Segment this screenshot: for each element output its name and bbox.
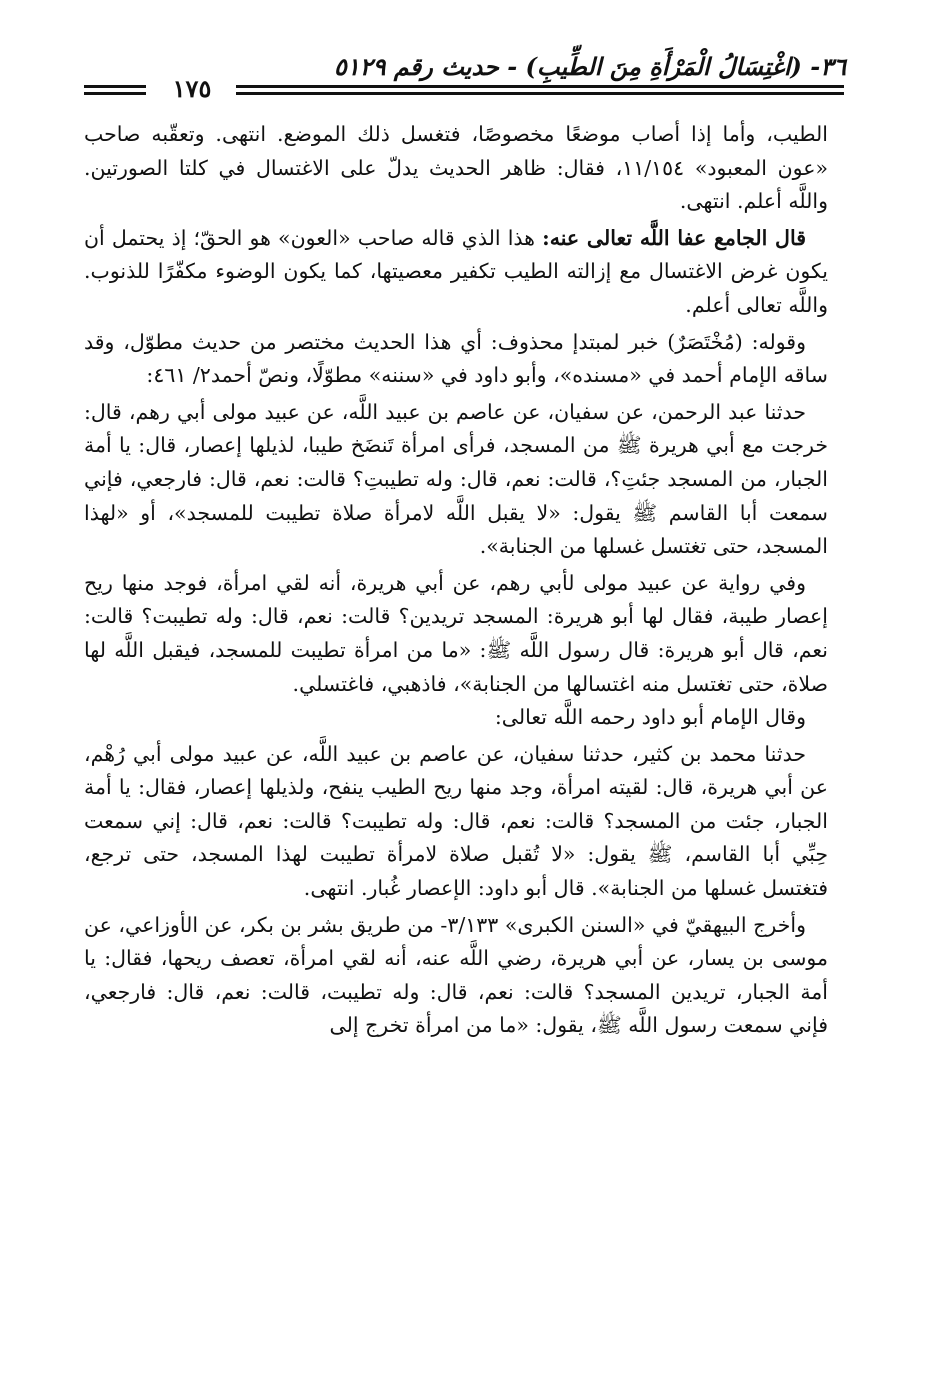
paragraph-text: وأخرج البيهقيّ في «السنن الكبرى» ٣/١٣٣- من طريق بشر بن بكر، عن الأوزاعي، عن موسى بن يسار، عن أبي هريرة، رضي اللَّه عنه، أنه لقي امرأة، تعصف ريحها، فقال: يا أمة الجبار، تريدين المسجد؟ قالت: نعم، قال: وله تطيبت، قالت: نعم، قال: فارجعي، فإني سمعت رسول اللَّه ﷺ، يقول: «ما من امرأة تخرج إلى [84,912,828,1038]
body-text [84,118,828,1043]
paragraph-text: هذا الذي قاله صاحب «العون» هو الحقّ؛ إذ يحتمل أن يكون غرض الاغتسال مع إزالته الطيب تكفير معصيتها، كما يكون الوضوء مكفّرًا للذنوب. واللَّه تعالى أعلم. [84,225,828,317]
paragraph [84,222,828,323]
header-rule [236,85,844,88]
paragraph [84,326,828,393]
paragraph [84,738,828,906]
running-header-title: ٣٦- (اغْتِسَالُ الْمَرْأَةِ مِنَ الطِّيبِ) - حديث رقم ٥١٢٩ [333,52,846,81]
paragraph-text: الطيب، وأما إذا أصاب موضعًا مخصوصًا، فتغسل ذلك الموضع. انتهى. وتعقّبه صاحب «عون المعبود» ١١/١٥٤، فقال: ظاهر الحديث يدلّ على الاغتسال في كلتا الصورتين. واللَّه أعلم. انتهى. [84,122,828,214]
paragraph [84,567,828,701]
author-note-lead: قال الجامع عفا اللَّه تعالى عنه: [542,225,806,250]
paragraph-text: حدثنا محمد بن كثير، حدثنا سفيان، عن عاصم بن عبيد اللَّه، عن عبيد مولى أبي رُهْم، عن أبي هريرة، قال: لقيته امرأة، وجد منها ريح الطيب ينفح، ولذيلها إعصار، فقال: يا أمة الجبار، جئت من المسجد؟ قالت: نعم، قال: وله تطيبت؟ قالت: نعم، قال: إني سمعت حِبِّي أبا القاسم، ﷺ يقول: «لا تُقبل صلاة لامرأة تطيبت لهذا المسجد، حتى ترجع، فتغتسل غسلها من الجنابة». قال أبو داود: الإعصار غُبار. انتهى. [84,741,828,901]
paragraph-text: حدثنا عبد الرحمن، عن سفيان، عن عاصم بن عبيد اللَّه، عن عبيد مولى أبي رهم، قال: خرجت مع أبي هريرة ﷺ من المسجد، فرأى امرأة تَنضَخ طيبا، لذيلها إعصار، قال: يا أمة الجبار، من المسجد جئتِ؟، قالت: نعم، قال: وله تطيبتِ؟ قالت: نعم، قال: فارجعي، فإني سمعت أبا القاسم ﷺ يقول: «لا يقبل اللَّه لامرأة صلاة تطيبت للمسجد»، أو «لهذا المسجد، حتى تغتسل غسلها من الجنابة». [84,399,828,559]
paragraph-text: وقوله: (مُخْتَصَرٌ) خبر لمبتدإ محذوف: أي هذا الحديث مختصر من حديث مطوّل، وقد ساقه الإمام أحمد في «مسنده»، وأبو داود في «سننه» مطوّلًا، ونصّ أحمد٢/ ٤٦١: [84,329,828,388]
paragraph-text: وفي رواية عن عبيد مولى لأبي رهم، عن أبي هريرة، أنه لقي امرأة، فوجد منها ريح إعصار طيبة، فقال لها أبو هريرة: المسجد تريدين؟ قالت: نعم، قال: وله تطيبت؟ قالت: نعم، قال أبو هريرة: قال رسول اللَّه ﷺ: «ما من امرأة تطيبت للمسجد، فيقبل اللَّه لها صلاة، حتى تغتسل منه اغتسالها من الجنابة»، فاذهبي، فاغتسلي. [84,570,828,696]
paragraph-text: وقال الإمام أبو داود رحمه اللَّه تعالى: [494,705,806,730]
paragraph [84,909,828,1043]
page-number: ١٧٥ [172,74,212,103]
paragraph [84,701,828,735]
header-rule [84,92,146,95]
header-rule [84,85,146,88]
paragraph [84,118,828,219]
header-rule [236,92,844,95]
paragraph [84,396,828,564]
